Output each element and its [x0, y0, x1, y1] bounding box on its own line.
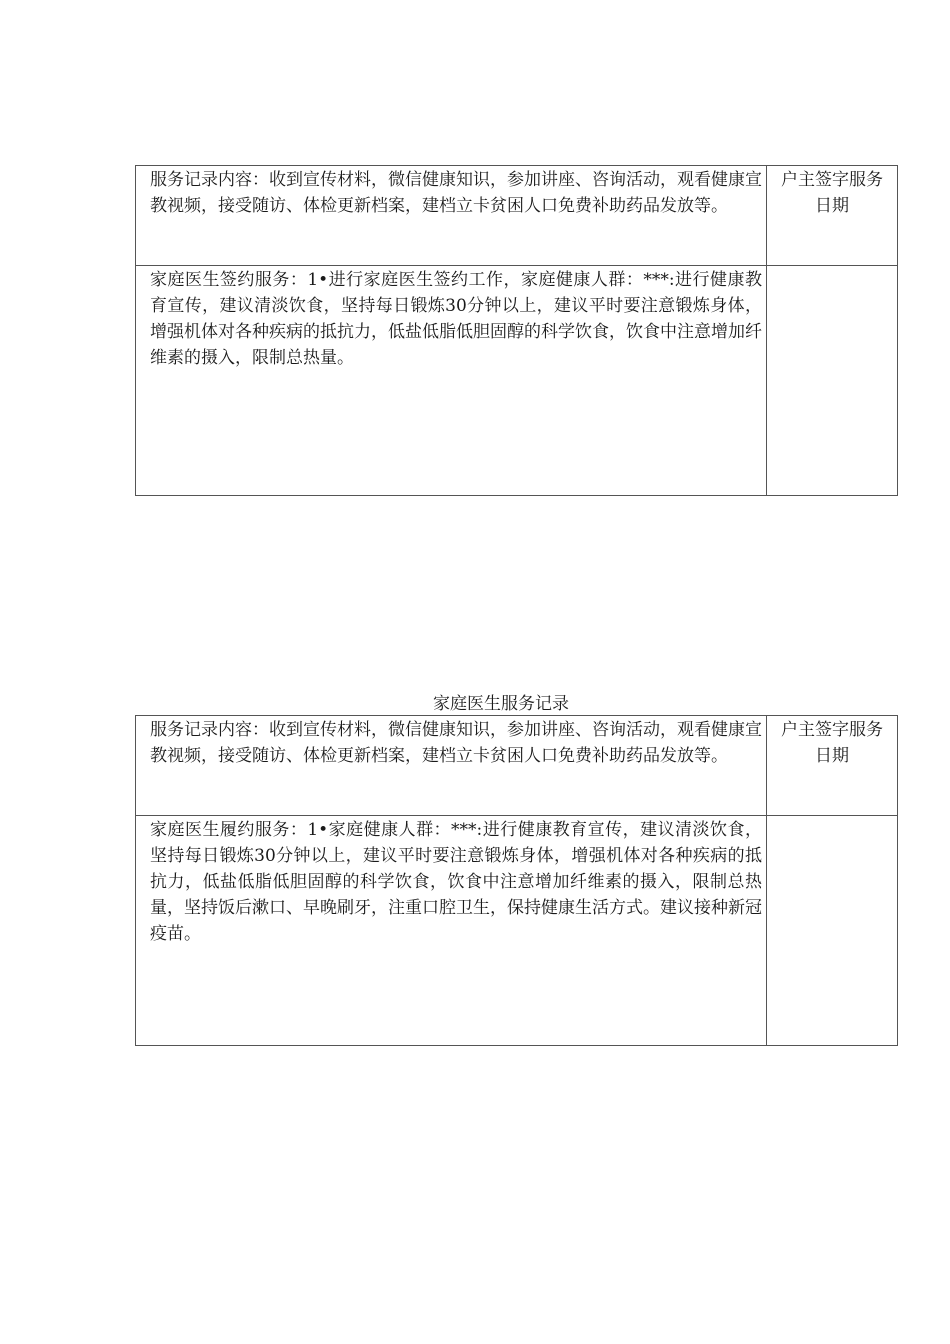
- service-record-table-2: [135, 715, 898, 1046]
- service-row: [136, 266, 898, 496]
- signature-date-header: 户主签字服务日期: [767, 166, 898, 266]
- service-record-table-1: [135, 165, 898, 496]
- fulfillment-service-cell: 家庭医生履约服务：1•家庭健康人群：***:进行健康教育宣传，建议清淡饮食，坚持每日锻炼30分钟以上，建议平时要注意锻炼身体，增强机体对各种疾病的抵抗力，低盐低脂低胆固醇的科学饮食，饮食中注意增加纤维素的摄入，限制总热量，坚持饭后漱口、早晚刷牙，注重口腔卫生，保持健康生活方式。建议接种新冠疫苗。: [136, 816, 767, 1046]
- signature-date-header: 户主签字服务日期: [767, 716, 898, 816]
- section-title: 家庭医生服务记录: [433, 694, 569, 714]
- service-row: [136, 816, 898, 1046]
- record-content-row: [136, 716, 898, 816]
- signature-date-cell: [767, 816, 898, 1046]
- record-content-cell: 服务记录内容：收到宣传材料，微信健康知识，参加讲座、咨询活动，观看健康宣教视频，接受随访、体检更新档案，建档立卡贫困人口免费补助药品发放等。: [136, 166, 767, 266]
- signature-date-cell: [767, 266, 898, 496]
- record-content-row: [136, 166, 898, 266]
- record-content-cell: 服务记录内容：收到宣传材料，微信健康知识，参加讲座、咨询活动，观看健康宣教视频，接受随访、体检更新档案，建档立卡贫困人口免费补助药品发放等。: [136, 716, 767, 816]
- signing-service-cell: 家庭医生签约服务：1•进行家庭医生签约工作，家庭健康人群：***:进行健康教育宣传，建议清淡饮食，坚持每日锻炼30分钟以上，建议平时要注意锻炼身体，增强机体对各种疾病的抵抗力，低盐低脂低胆固醇的科学饮食，饮食中注意增加纤维素的摄入，限制总热量。: [136, 266, 767, 496]
